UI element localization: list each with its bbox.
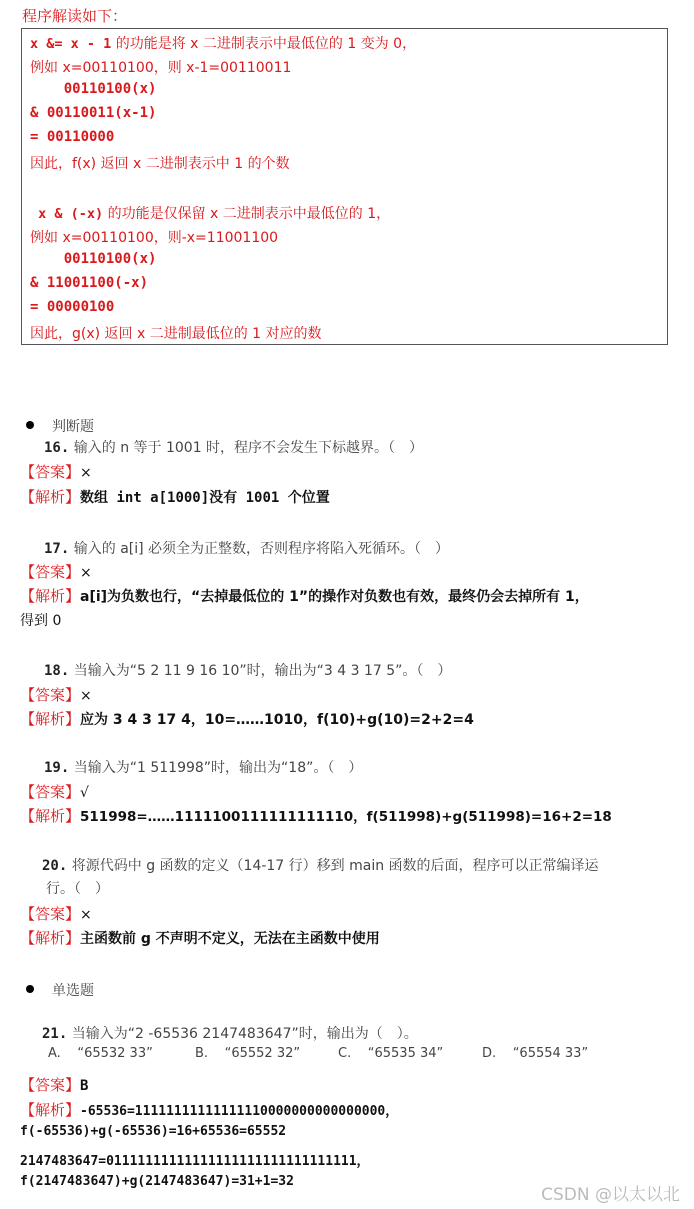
analysis-21-line-3: 2147483647=01111111111111111111111111111111， (20, 1154, 370, 1169)
analysis-text: -65536=11111111111111110000000000000000， (80, 1104, 399, 1119)
analysis-tag: 【解析】 (20, 1101, 81, 1119)
option-b (195, 1046, 300, 1061)
question-16 (44, 437, 423, 457)
answer-18 (20, 684, 92, 705)
option-c (338, 1046, 443, 1061)
box-line: 00110100(x) (30, 81, 157, 97)
question-text: 将源代码中 g 函数的定义（14-17 行）移到 main 函数的后面，程序可以正常编译运 (71, 858, 599, 874)
analysis-text: 应为 3 4 3 17 4，10=……1010，f(10)+g(10)=2+2=4 (80, 712, 474, 728)
option-value: “65532 33” (77, 1046, 153, 1061)
answer-21 (20, 1074, 88, 1095)
analysis-21 (20, 1099, 398, 1120)
option-letter: D. (482, 1046, 497, 1061)
line-text: 例如 x=00110100，则 x-1=00110011 (30, 60, 292, 76)
answer-tag: 【答案】 (20, 686, 81, 704)
code-snippet: x & (-x) (30, 206, 104, 222)
question-20 (42, 855, 599, 875)
analysis-tag: 【解析】 (20, 807, 81, 825)
analysis-tag: 【解析】 (20, 587, 81, 605)
analysis-text: 数组 int a[1000]没有 1001 个位置 (80, 490, 330, 506)
analysis-tag: 【解析】 (20, 929, 81, 947)
analysis-tag: 【解析】 (20, 710, 81, 728)
analysis-16 (20, 486, 330, 507)
box-line: 00110100(x) (30, 251, 157, 267)
answer-value: × (80, 465, 92, 481)
question-text: 当输入为“1 511998”时，输出为“18”。（ ） (73, 760, 363, 776)
analysis-text: 主函数前 g 不声明不定义，无法在主函数中使用 (80, 931, 380, 947)
code-snippet: x &= x - 1 (30, 36, 112, 52)
watermark: CSDN @以太以北 (541, 1185, 680, 1205)
answer-16 (20, 461, 92, 482)
question-text: 输入的 n 等于 1001 时，程序不会发生下标越界。（ ） (73, 440, 424, 456)
answer-19 (20, 781, 89, 802)
code-explanation-box (21, 28, 668, 345)
answer-value: × (80, 907, 92, 923)
option-letter: A. (48, 1046, 61, 1061)
option-value: “65554 33” (512, 1046, 589, 1061)
question-number: 17. (44, 541, 70, 557)
option-letter: B. (195, 1046, 209, 1061)
option-d (482, 1046, 588, 1061)
question-text: 当输入为“2 -65536 2147483647”时，输出为（ ）。 (71, 1026, 418, 1042)
box-line (30, 33, 416, 53)
analysis-17-continued: 得到 0 (20, 613, 62, 629)
question-number: 21. (42, 1026, 68, 1042)
question-number: 18. (44, 663, 70, 679)
answer-value: × (80, 565, 92, 581)
answer-tag: 【答案】 (20, 1076, 81, 1094)
answer-value: × (80, 688, 92, 704)
question-18 (44, 660, 451, 680)
option-value: “65552 32” (224, 1046, 301, 1061)
answer-tag: 【答案】 (20, 463, 81, 481)
analysis-21-line-2: f(-65536)+g(-65536)=16+65536=65552 (20, 1124, 287, 1139)
question-text: 当输入为“5 2 11 9 16 10”时，输出为“3 4 3 17 5”。（ ） (73, 663, 452, 679)
analysis-18 (20, 708, 474, 729)
analysis-tag: 【解析】 (20, 488, 81, 506)
question-number: 16. (44, 440, 70, 456)
answer-17 (20, 561, 92, 582)
analysis-20 (20, 927, 380, 948)
intro-title: 程序解读如下： (22, 7, 128, 25)
box-line: 因此，f(x) 返回 x 二进制表示中 1 的个数 (30, 156, 290, 172)
question-number: 19. (44, 760, 70, 776)
box-line: 例如 x=00110100，则-x=11001100 (30, 230, 279, 246)
question-21 (42, 1023, 418, 1043)
box-line (30, 57, 291, 77)
bullet-icon (26, 985, 34, 993)
analysis-17 (20, 585, 589, 606)
analysis-21-line-4: f(2147483647)+g(2147483647)=31+1=32 (20, 1174, 294, 1189)
answer-20 (20, 903, 92, 924)
option-value: “65535 34” (367, 1046, 444, 1061)
question-20-continued: 行。（ ） (46, 881, 109, 897)
option-a (48, 1046, 153, 1061)
box-line: & 00110011(x-1) (30, 105, 157, 121)
question-number: 20. (42, 858, 68, 874)
line-text: 的功能是将 x 二进制表示中最低位的 1 变为 0， (111, 36, 417, 52)
answer-tag: 【答案】 (20, 783, 81, 801)
option-letter: C. (338, 1046, 352, 1061)
question-19 (44, 757, 362, 777)
answer-value: √ (80, 785, 89, 801)
box-line: = 00000100 (30, 299, 115, 315)
bullet-icon (26, 421, 34, 429)
box-line: 因此，g(x) 返回 x 二进制最低位的 1 对应的数 (30, 326, 322, 342)
section-title-judgement: 判断题 (52, 419, 94, 435)
box-line (30, 203, 390, 223)
question-17 (44, 538, 449, 558)
answer-value: B (80, 1078, 89, 1094)
analysis-text: 511998=……1111100111111111110，f(511998)+g(511998)=16+2=18 (80, 809, 612, 825)
box-line: & 11001100(-x) (30, 275, 149, 291)
answer-tag: 【答案】 (20, 905, 81, 923)
line-text: 的功能是仅保留 x 二进制表示中最低位的 1， (103, 206, 391, 222)
analysis-19 (20, 805, 612, 826)
section-title-single-choice: 单选题 (52, 983, 94, 999)
answer-tag: 【答案】 (20, 563, 81, 581)
question-text: 输入的 a[i] 必须全为正整数，否则程序将陷入死循环。（ ） (73, 541, 450, 557)
analysis-text: a[i]为负数也行，“去掉最低位的 1”的操作对负数也有效，最终仍会去掉所有 1， (80, 589, 589, 605)
box-line: = 00110000 (30, 129, 115, 145)
